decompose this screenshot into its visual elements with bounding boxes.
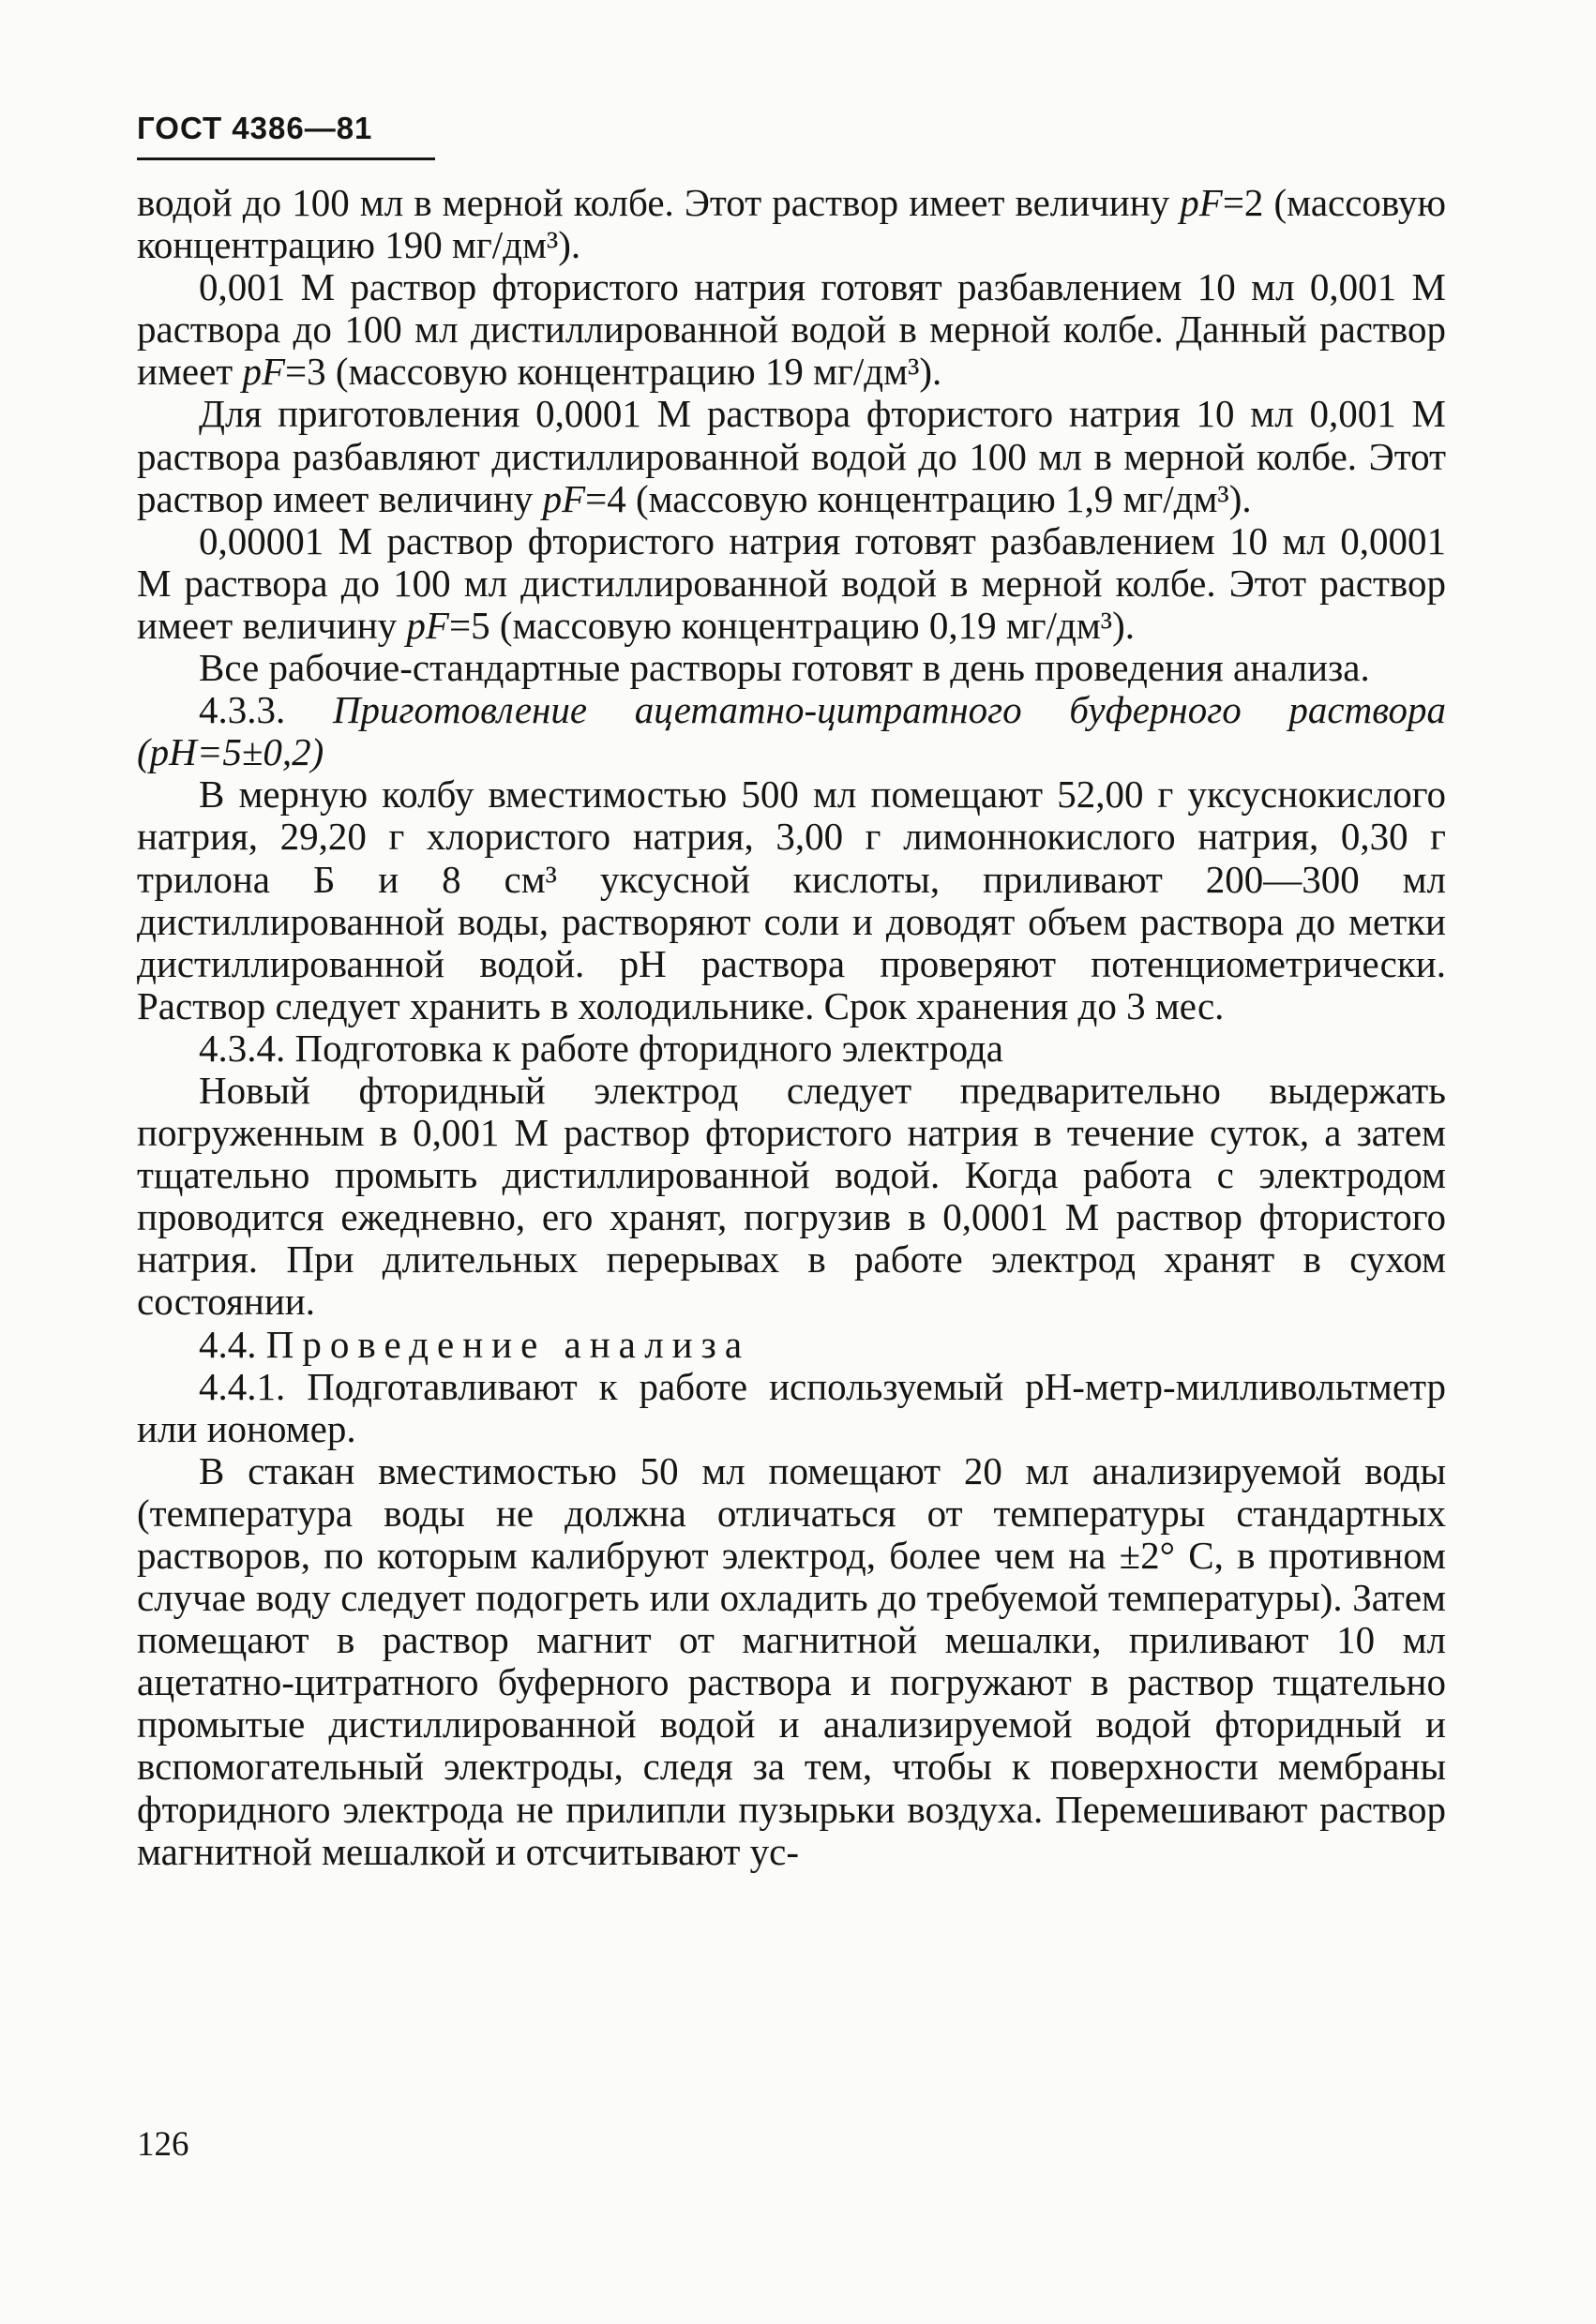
header-rule (137, 157, 435, 160)
section-4-4-heading (137, 1324, 1446, 1366)
page-number: 126 (137, 2125, 189, 2164)
standard-header: ГОСТ 4386—81 (137, 111, 373, 145)
section-4-3-4-heading: 4.3.4. Подготовка к работе фторидного электрода (199, 1026, 1003, 1070)
section-title: Проведение анализа (265, 1322, 751, 1366)
section-title: Приготовление ацетатно-цитратного буферного раствора (pH=5±0,2) (137, 688, 1446, 774)
section-number: 4.3.3. (199, 688, 333, 732)
section-number: 4.4. (199, 1322, 266, 1366)
paragraph-8: 4.4.1. Подготавливают к работе используемый pH-метр-милливольтметр или иономер. (137, 1364, 1446, 1450)
paragraph-2: 0,001 М раствор фтористого натрия готовят разбавлением 10 мл 0,001 М раствора до 100 мл дистиллированной водой в мерной колбе. Данный раствор имеет pF=3 (массовую концентрацию 19 мг/дм³). (137, 265, 1446, 394)
paragraph-4: 0,00001 М раствор фтористого натрия готовят разбавлением 10 мл 0,0001 М раствора до 100 мл дистиллированной водой в мерной колбе. Этот раствор имеет величину pF=5 (массовую концентрацию 0,19 мг/дм³). (137, 518, 1446, 647)
paragraph-5: Все рабочие-стандартные растворы готовят в день проведения анализа. (199, 646, 1370, 690)
section-4-3-3-heading (137, 689, 1446, 773)
paragraph-6: В мерную колбу вместимостью 500 мл помещают 52,00 г уксуснокислого натрия, 29,20 г хлористого натрия, 3,00 г лимоннокислого натрия, 0,30 г трилона Б и 8 см³ уксусной кислоты, приливают 200—300 мл дистиллированной воды, растворяют соли и доводят объем раствора до метки дистиллированной водой. pH раствора проверяют потенциометрически. Раствор следует хранить в холодильнике. Срок хранения до 3 мес. (137, 772, 1446, 1027)
body-text (137, 182, 1446, 1873)
paragraph-3: Для приготовления 0,0001 М раствора фтористого натрия 10 мл 0,001 М раствора разбавляют дистиллированной водой до 100 мл в мерной колбе. Этот раствор имеет величину pF=4 (массовую концентрацию 1,9 мг/дм³). (137, 392, 1446, 520)
paragraph-7: Новый фторидный электрод следует предварительно выдержать погруженным в 0,001 М раствор фтористого натрия в течение суток, а затем тщательно промыть дистиллированной водой. Когда работа с электродом проводится ежедневно, его хранят, погрузив в 0,0001 М раствор фтористого натрия. При длительных перерывах в работе электрод хранят в сухом состоянии. (137, 1068, 1446, 1324)
paragraph-1: водой до 100 мл в мерной колбе. Этот раствор имеет величину pF=2 (массовую концентрацию 190 мг/дм³). (137, 181, 1447, 267)
paragraph-9: В стакан вместимостью 50 мл помещают 20 мл анализируемой воды (температура воды не должна отличаться от температуры стандартных растворов, по которым калибруют электрод, более чем на ±2° С, в противном случае воду следует подогреть или охладить до требуемой температуры). Затем помещают в раствор магнит от магнитной мешалки, приливают 10 мл ацетатно-цитратного буферного раствора и погружают в раствор тщательно промытые дистиллированной водой и анализируемой водой фторидный и вспомогательный электроды, следя за тем, чтобы к поверхности мембраны фторидного электрода не прилипли пузырьки воздуха. Перемешивают раствор магнитной мешалкой и отсчитывают ус- (137, 1448, 1446, 1873)
